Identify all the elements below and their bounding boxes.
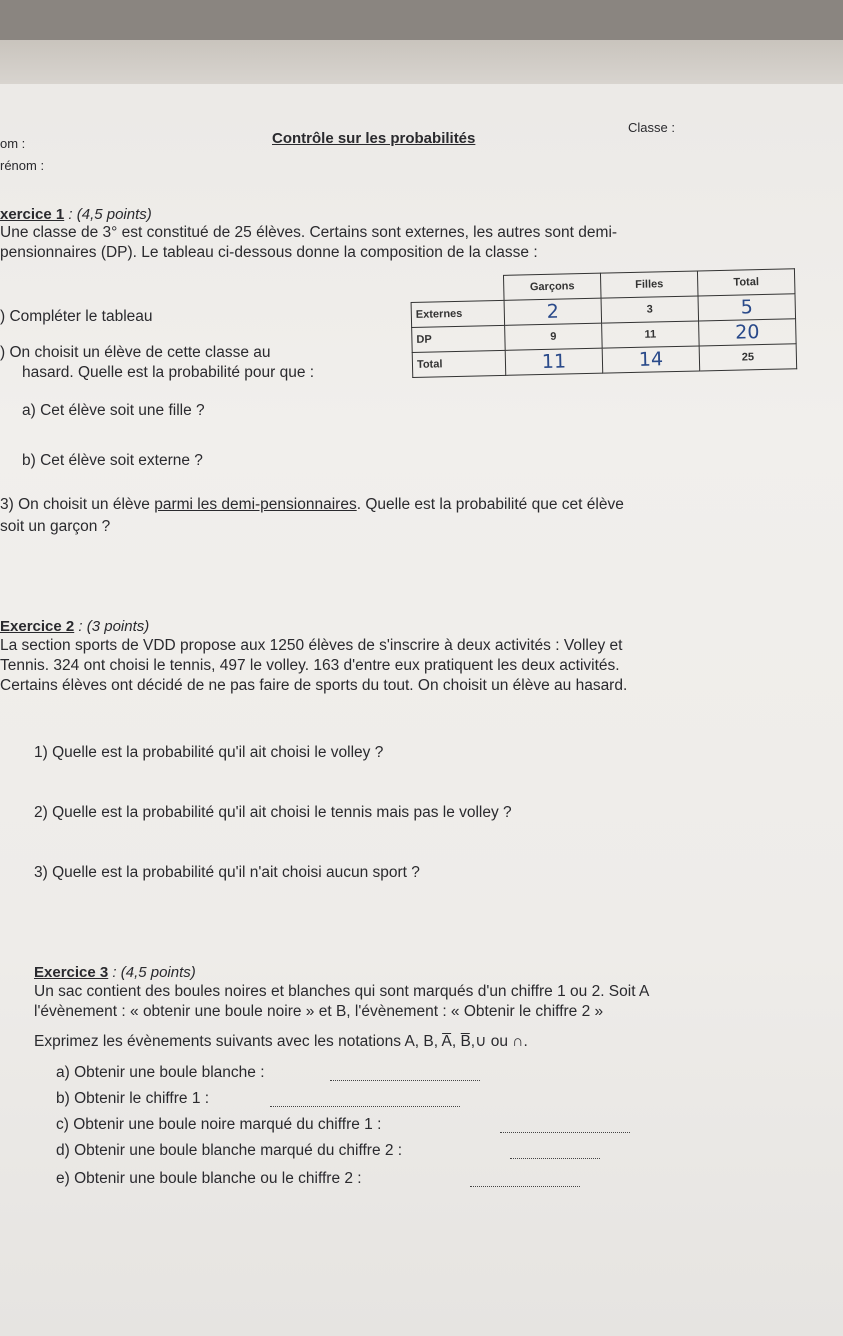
ex3-line3: Exprimez les évènements suivants avec les notations A, B, A̅, B̅,∪ ou ∩. [34, 1033, 528, 1050]
cell-externes-garcons[interactable]: 2 [504, 298, 602, 325]
table-corner-cell [411, 275, 505, 302]
ex1-q3-pre: 3) On choisit un élève [0, 496, 155, 513]
classe-label: Classe : [628, 120, 675, 135]
ex3-item-b: b) Obtenir le chiffre 1 : [56, 1090, 210, 1107]
photo-top-edge [0, 40, 843, 84]
cell-externes-filles: 3 [601, 296, 699, 323]
ex1-q3-post: . Quelle est la probabilité que cet élève [356, 496, 624, 513]
ex2-question1: 1) Quelle est la probabilité qu'il ait choisi le volley ? [34, 744, 384, 761]
answer-line-d[interactable] [510, 1158, 600, 1159]
ex3-line1: Un sac contient des boules noires et blanches qui sont marqués d'un chiffre 1 ou 2. Soit A [34, 983, 650, 1000]
nom-label: om : [0, 136, 26, 151]
ex1-heading: xercice 1 [0, 206, 65, 223]
ex2-question3: 3) Quelle est la probabilité qu'il n'ait choisi aucun sport ? [34, 864, 420, 881]
answer-line-a[interactable] [330, 1080, 480, 1081]
cell-externes-total[interactable]: 5 [698, 294, 796, 321]
ex2-points: : (3 points) [74, 618, 150, 635]
row-label-externes: Externes [411, 300, 505, 327]
row-label-dp: DP [412, 325, 506, 352]
row-label-total: Total [412, 350, 506, 377]
ex1-intro-line1: Une classe de 3° est constitué de 25 élèves. Certains sont externes, les autres sont demi- [0, 224, 618, 241]
ex1-points: : (4,5 points) [64, 206, 152, 223]
ex2-title [0, 618, 149, 635]
prenom-label: rénom : [0, 158, 45, 173]
table-header-total: Total [697, 269, 795, 296]
ex3-title [34, 964, 196, 981]
cell-total-filles[interactable]: 14 [602, 346, 700, 373]
ex3-item-e: e) Obtenir une boule blanche ou le chiffre 2 : [56, 1170, 362, 1187]
ex1-question3-line1 [0, 496, 624, 514]
ex3-item-a: a) Obtenir une boule blanche : [56, 1064, 265, 1081]
ex1-q3-underlined: parmi les demi-pensionnaires [154, 496, 357, 513]
answer-line-e[interactable] [470, 1186, 580, 1187]
ex1-question2a: a) Cet élève soit une fille ? [22, 402, 205, 419]
cell-total-total: 25 [699, 344, 797, 371]
cell-dp-garcons: 9 [505, 323, 603, 350]
ex1-question2-line1: ) On choisit un élève de cette classe au [0, 344, 271, 361]
page-title: Contrôle sur les probabilités [272, 130, 476, 147]
ex1-question2b: b) Cet élève soit externe ? [22, 452, 203, 469]
ex2-question2: 2) Quelle est la probabilité qu'il ait choisi le tennis mais pas le volley ? [34, 804, 512, 821]
ex2-line2: Tennis. 324 ont choisi le tennis, 497 le volley. 163 d'entre eux pratiquent les deux activités. [0, 657, 620, 674]
answer-line-b[interactable] [270, 1106, 460, 1107]
table-header-garcons: Garçons [503, 273, 601, 300]
ex1-question2-line2: hasard. Quelle est la probabilité pour que : [22, 364, 315, 381]
table-header-filles: Filles [600, 271, 698, 298]
ex3-item-c: c) Obtenir une boule noire marqué du chiffre 1 : [56, 1116, 382, 1133]
ex3-points: : (4,5 points) [108, 964, 196, 981]
cell-dp-total[interactable]: 20 [699, 319, 797, 346]
ex2-line3: Certains élèves ont décidé de ne pas faire de sports du tout. On choisit un élève au hasard. [0, 677, 628, 694]
composition-table [410, 268, 797, 378]
ex2-line1: La section sports de VDD propose aux 1250 élèves de s'inscrire à deux activités : Volley et [0, 637, 623, 654]
worksheet-page [0, 40, 843, 1336]
ex3-item-d: d) Obtenir une boule blanche marqué du chiffre 2 : [56, 1142, 403, 1159]
ex2-heading: Exercice 2 [0, 618, 75, 635]
ex1-intro-line2: pensionnaires (DP). Le tableau ci-dessous donne la composition de la classe : [0, 244, 538, 261]
ex1-question1: ) Compléter le tableau [0, 308, 153, 325]
cell-dp-filles: 11 [602, 321, 700, 348]
cell-total-garcons[interactable]: 11 [505, 348, 603, 375]
answer-line-c[interactable] [500, 1132, 630, 1133]
ex1-question3-line2: soit un garçon ? [0, 518, 111, 535]
ex3-heading: Exercice 3 [34, 964, 109, 981]
ex3-line2: l'évènement : « obtenir une boule noire » et B, l'évènement : « Obtenir le chiffre 2 » [34, 1003, 604, 1020]
ex1-title [0, 206, 152, 223]
